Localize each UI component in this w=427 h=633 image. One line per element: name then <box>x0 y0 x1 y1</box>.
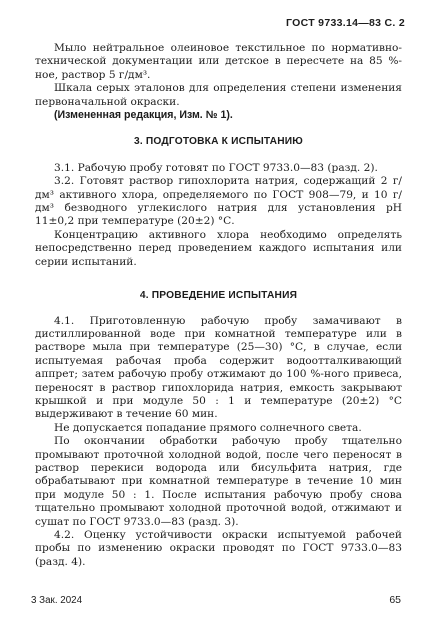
footer-order-number: 3 Зак. 2024 <box>31 595 83 606</box>
clause-4-1-sunlight: Не допускается попадание прямого солнечного света. <box>54 421 362 434</box>
clause-3-2: 3.2. Готовят раствор гипохлорита натрия, содержащий 2 г/дм³ активного хлора, определяемого по ГОСТ 908—79, и 10 г/дм³ безводного углекислого натрия для установления pH 11±0,2 при температуре (20±2) °С. <box>35 175 402 228</box>
document-body <box>35 42 402 569</box>
clause-3-2-note: Концентрацию активного хлора необходимо определять непосредственно перед проведением каждого испытания или серии испытаний. <box>35 228 402 268</box>
clause-4-2: 4.2. Оценку устойчивости окраски испытуемой рабочей пробы по изменению окраски проводят по ГОСТ 9733.0—83 (разд. 4). <box>35 529 402 568</box>
section-3-heading: 3. ПОДГОТОВКА К ИСПЫТАНИЮ <box>133 136 304 148</box>
clause-4-1-rinse: По окончании обработки рабочую пробу тщательно промывают проточной холодной водой, после чего переносят в раствор перекиси водорода или бисульфита натрия, где обрабатывают при комнатной температуре в течение 10 мин при модуле 50 : 1. После испытания рабочую пробу снова тщательно промывают холодной проточной водой, отжимают и сушат по ГОСТ 9733.0—83 (разд. 3). <box>35 435 402 528</box>
section-4-heading: 4. ПРОВЕДЕНИЕ ИСПЫТАНИЯ <box>139 290 298 302</box>
paragraph-soap: Мыло нейтральное олеиновое текстильное по нормативно-технической документации или детское в пересчете на 85 %-ное, раствор 5 г/дм³. <box>35 42 402 81</box>
amendment-note: (Измененная редакция, Изм. № 1). <box>54 109 233 122</box>
clause-3-1: 3.1. Рабочую пробу готовят по ГОСТ 9733.0—83 (разд. 2). <box>54 161 378 174</box>
running-header: ГОСТ 9733.14—83 С. 2 <box>286 17 405 29</box>
paragraph-gray-scale: Шкала серых эталонов для определения степени изменения первоначальной окраски. <box>35 82 402 108</box>
clause-4-1: 4.1. Приготовленную рабочую пробу замачивают в дистиллированной воде при комнатной температуре или в растворе мыла при температуре (25—30) °С, в случае, если испытуемая рабочая проба содержит водоотталкивающий аппрет; затем рабочую пробу отжимают до 100 %-ного привеса, переносят в раствор гипохлорида натрия, емкость закрывают крышкой и при модуле 50 : 1 и температуре (20±2) °С выдерживают в течение 60 мин. <box>35 314 402 421</box>
page-number: 65 <box>389 594 401 606</box>
